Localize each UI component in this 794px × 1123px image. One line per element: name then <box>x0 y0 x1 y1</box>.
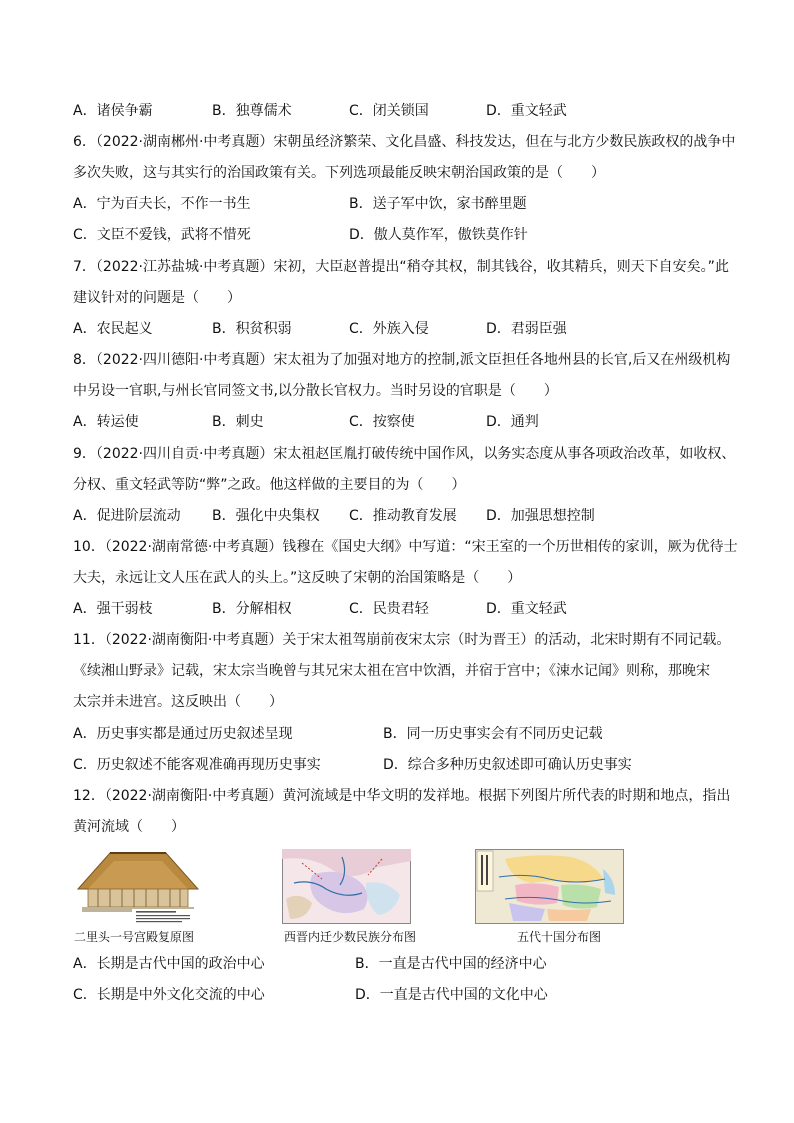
q7-stem-line-2: 建议针对的问题是（ ） <box>73 290 241 306</box>
q7-option-d: D．君弱臣强 <box>486 321 567 337</box>
q11-option-b: B．同一历史事实会有不同历史记载 <box>383 726 603 742</box>
five-dynasties-map-image <box>475 849 624 924</box>
q7-option-c: C．外族入侵 <box>349 321 429 337</box>
q10-stem-line-1: 10．（2022·湖南常德·中考真题）钱穆在《国史大纲》中写道：“宋王室的一个历世相传的家训，厥为优待士 <box>73 539 738 555</box>
q9-stem-line-2: 分权、重文轻武等防“弊”之政。他这样做的主要目的为（ ） <box>73 477 466 493</box>
q6-option-d: D．傲人莫作军，傲铁莫作针 <box>349 227 528 243</box>
q12-option-a: A．长期是古代中国的政治中心 <box>73 956 265 972</box>
q10-option-d: D．重文轻武 <box>486 601 567 617</box>
q9-option-d: D．加强思想控制 <box>486 508 595 524</box>
palace-reconstruction-image <box>74 849 202 927</box>
q12-option-c: C．长期是中外文化交流的中心 <box>73 987 265 1003</box>
q9-stem-line-1: 9．（2022·四川自贡·中考真题）宋太祖赵匡胤打破传统中国作风，以务实态度从事各项政治改革，如收权、 <box>73 446 736 462</box>
q12-option-d: D．一直是古代中国的文化中心 <box>355 987 548 1003</box>
q11-stem-line-3: 太宗并未进宫。这反映出（ ） <box>73 694 283 710</box>
q9-option-a: A．促进阶层流动 <box>73 508 181 524</box>
q7-stem-line-1: 7．（2022·江苏盐城·中考真题）宋初，大臣赵普提出“稍夺其权，制其钱谷，收其精兵，则天下自安矣。”此 <box>73 259 729 275</box>
q9-option-b: B．强化中央集权 <box>212 508 320 524</box>
q10-option-c: C．民贵君轻 <box>349 601 429 617</box>
q11-option-c: C．历史叙述不能客观准确再现历史事实 <box>73 757 321 773</box>
western-jin-map-caption: 西晋内迁少数民族分布图 <box>284 930 417 944</box>
palace-image-caption: 二里头一号宫殿复原图 <box>74 930 195 944</box>
q7-option-b: B．积贫积弱 <box>212 321 292 337</box>
q9-option-c: C．推动教育发展 <box>349 508 457 524</box>
q12-stem-line-1: 12．（2022·湖南衡阳·中考真题）黄河流域是中华文明的发祥地。根据下列图片所代表的时期和地点，指出 <box>73 788 731 804</box>
q5-option-b: B．独尊儒术 <box>212 103 292 119</box>
q5-option-d: D．重文轻武 <box>486 103 567 119</box>
q8-option-a: A．转运使 <box>73 414 139 430</box>
q10-option-a: A．强干弱枝 <box>73 601 153 617</box>
q8-option-b: B．刺史 <box>212 414 264 430</box>
q8-option-c: C．按察使 <box>349 414 415 430</box>
q11-stem-line-2: 《续湘山野录》记载，宋太宗当晚曾与其兄宋太祖在宫中饮酒，并宿于宫中；《涑水记闻》则称，那晚宋 <box>73 663 710 679</box>
q12-option-b: B．一直是古代中国的经济中心 <box>355 956 547 972</box>
q8-option-d: D．通判 <box>486 414 539 430</box>
q8-stem-line-1: 8．（2022·四川德阳·中考真题）宋太祖为了加强对地方的控制,派文臣担任各地州县的长官,后又在州级机构 <box>73 352 731 368</box>
q5-option-c: C．闭关锁国 <box>349 103 429 119</box>
q10-stem-line-2: 大夫，永远让文人压在武人的头上。”这反映了宋朝的治国策略是（ ） <box>73 570 522 586</box>
q8-stem-line-2: 中另设一官职,与州长官同签文书,以分散长官权力。当时另设的官职是（ ） <box>73 383 558 399</box>
q7-option-a: A．农民起义 <box>73 321 153 337</box>
q6-option-a: A．宁为百夫长，不作一书生 <box>73 196 251 212</box>
western-jin-map-image <box>282 849 411 924</box>
q6-stem-line-2: 多次失败，这与其实行的治国政策有关。下列选项最能反映宋朝治国政策的是（ ） <box>73 165 605 181</box>
q11-stem-line-1: 11．（2022·湖南衡阳·中考真题）关于宋太祖驾崩前夜宋太宗（时为晋王）的活动，北宋时期有不同记载。 <box>73 632 731 648</box>
five-dynasties-map-caption: 五代十国分布图 <box>517 930 602 944</box>
q11-option-a: A．历史事实都是通过历史叙述呈现 <box>73 726 293 742</box>
q10-option-b: B．分解相权 <box>212 601 292 617</box>
q6-option-c: C．文臣不爱钱，武将不惜死 <box>73 227 251 243</box>
q6-option-b: B．送子军中饮，家书醉里题 <box>349 196 527 212</box>
q6-stem-line-1: 6．（2022·湖南郴州·中考真题）宋朝虽经济繁荣、文化昌盛、科技发达，但在与北方少数民族政权的战争中 <box>73 134 736 150</box>
q11-option-d: D．综合多种历史叙述即可确认历史事实 <box>383 757 632 773</box>
q5-option-a: A．诸侯争霸 <box>73 103 153 119</box>
q12-stem-line-2: 黄河流域（ ） <box>73 819 185 835</box>
